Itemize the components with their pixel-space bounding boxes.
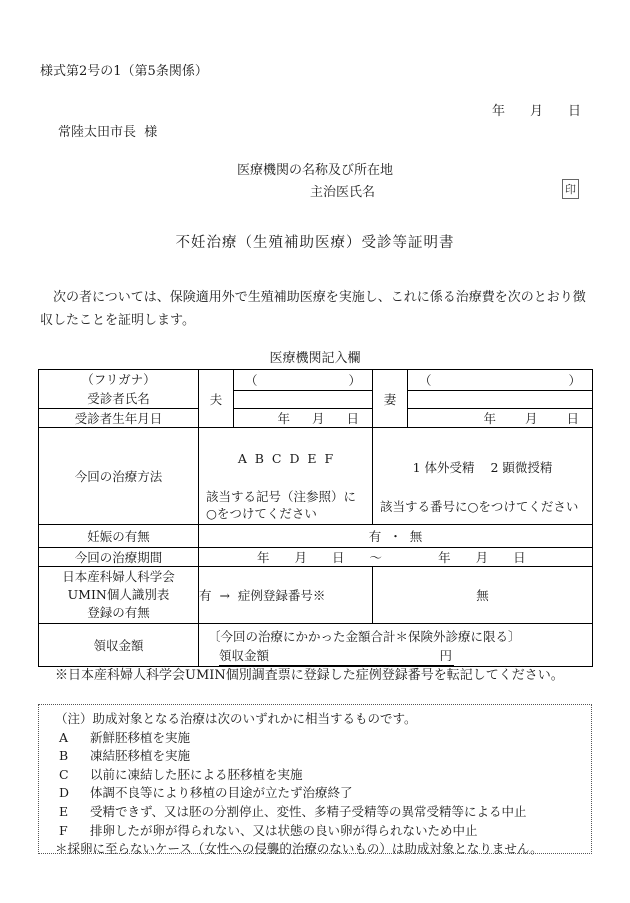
furigana-label: （フリガナ） bbox=[81, 372, 156, 387]
umin-no-option: 無 bbox=[373, 567, 593, 624]
medical-entry-table bbox=[38, 369, 593, 667]
issue-date-month-label: 月 bbox=[530, 104, 544, 119]
table-caption: 医療機関記入欄 bbox=[269, 351, 361, 366]
treatment-period-label-cell: 今回の治療期間 bbox=[39, 548, 199, 567]
legend-item-code: D bbox=[59, 785, 70, 801]
patient-name-label-cell bbox=[39, 370, 199, 409]
pregnancy-label-cell: 妊娠の有無 bbox=[39, 525, 199, 548]
umin-note: ※日本産科婦人科学会UMIN個別調査票に登録した症例登録番号を転記してください。 bbox=[55, 668, 564, 683]
treatment-period-row bbox=[39, 548, 593, 567]
issue-date-day-label: 日 bbox=[568, 104, 582, 119]
receipt-amount-field bbox=[199, 624, 593, 667]
treatment-period-field bbox=[199, 548, 593, 567]
issue-date-line bbox=[492, 100, 581, 119]
wife-name-field bbox=[408, 370, 593, 409]
method-number-note: 該当する番号に○をつけてください bbox=[380, 498, 579, 514]
patient-name-label: 受診者氏名 bbox=[87, 391, 150, 406]
pregnancy-row bbox=[39, 525, 593, 548]
paren-close: ） bbox=[348, 373, 361, 388]
husband-label-cell: 夫 bbox=[199, 370, 234, 428]
legend-box bbox=[38, 704, 592, 857]
method-symbol-cell bbox=[199, 428, 373, 525]
doctor-name-line: 主治医氏名 bbox=[310, 185, 376, 200]
form-number: 様式第2号の1（第5条関係） bbox=[40, 64, 208, 79]
year-label: 年 bbox=[438, 550, 451, 565]
legend-item bbox=[39, 784, 591, 803]
method-symbol-options: A B C D E F bbox=[237, 450, 334, 466]
legend-item-text: 体調不良等により移植の目途が立たず治療終了 bbox=[90, 785, 353, 801]
legend-item-code: E bbox=[59, 803, 69, 819]
year-label: 年 bbox=[483, 411, 496, 426]
intro-paragraph: 次の者については、保険適用外で生殖補助医療を実施し、これに係る治療費を次のとおり徴収したことを証明します。 bbox=[40, 290, 586, 328]
month-label: 月 bbox=[311, 411, 325, 426]
seal-label: 印 bbox=[565, 183, 576, 196]
day-label: 日 bbox=[513, 550, 526, 565]
receipt-amount-line-label: 領収金額 bbox=[219, 648, 270, 663]
legend-heading: （注）助成対象となる治療は次のいずれかに相当するものです。 bbox=[55, 711, 417, 726]
husband-name-blank bbox=[234, 391, 372, 408]
receipt-amount-line bbox=[219, 646, 454, 666]
wife-name-blank bbox=[408, 391, 592, 408]
month-label: 月 bbox=[475, 550, 489, 565]
legend-item bbox=[39, 729, 591, 748]
month-label: 月 bbox=[294, 550, 308, 565]
legend-item-code: A bbox=[59, 729, 69, 745]
receipt-amount-unit: 円 bbox=[439, 648, 452, 663]
umin-yes-option: 有 → 症例登録番号※ bbox=[199, 567, 373, 624]
seal-box bbox=[562, 179, 579, 199]
receipt-amount-bracket: 〔今回の治療にかかった金額合計＊保険外診療に限る〕 bbox=[208, 629, 521, 644]
birthdate-row bbox=[39, 409, 593, 428]
legend-item bbox=[39, 822, 591, 841]
patient-name-row bbox=[39, 370, 593, 409]
legend-item bbox=[39, 747, 591, 766]
legend-item-code: F bbox=[59, 822, 68, 838]
day-label: 日 bbox=[332, 550, 345, 565]
birthdate-label-cell: 受診者生年月日 bbox=[39, 409, 199, 428]
legend-item-text: 排卵したが卵が得られない、又は状態の良い卵が得られないため中止 bbox=[90, 822, 478, 838]
legend-footnote: ＊採卵に至らないケース（女性への侵襲的治療のないもの）は助成対象となりません。 bbox=[55, 841, 543, 857]
day-label: 日 bbox=[346, 411, 359, 426]
legend-item-text: 凍結胚移植を実施 bbox=[90, 748, 191, 764]
institution-name-line: 医療機関の名称及び所在地 bbox=[237, 163, 394, 178]
legend-item-code: B bbox=[59, 748, 69, 764]
umin-label-cell bbox=[39, 567, 199, 624]
wife-furigana-field bbox=[408, 370, 592, 391]
addressee: 常陸太田市長 様 bbox=[58, 125, 158, 140]
husband-furigana-field bbox=[234, 370, 372, 391]
wife-birthdate-field bbox=[408, 409, 593, 428]
umin-registration-row bbox=[39, 567, 593, 624]
method-number-options: 1 体外受精 2 顕微授精 bbox=[412, 459, 553, 475]
umin-label-line3: 登録の有無 bbox=[87, 605, 150, 620]
legend-item-text: 受精できず、又は胚の分割停止、変性、多精子受精等の異常受精等による中止 bbox=[90, 803, 527, 819]
method-symbol-note: 該当する記号（注参照）に○をつけてください bbox=[206, 488, 357, 521]
paren-open: （ bbox=[419, 373, 432, 388]
legend-item bbox=[39, 766, 591, 785]
umin-label-line1: 日本産科婦人科学会 bbox=[62, 569, 175, 584]
year-label: 年 bbox=[257, 550, 270, 565]
legend-item-text: 新鮮胚移植を実施 bbox=[90, 729, 191, 745]
month-label: 月 bbox=[524, 411, 538, 426]
husband-name-field bbox=[234, 370, 373, 409]
pregnancy-value-cell: 有 ・ 無 bbox=[199, 525, 593, 548]
day-label: 日 bbox=[566, 411, 579, 426]
treatment-method-row bbox=[39, 428, 593, 525]
year-label: 年 bbox=[277, 411, 290, 426]
umin-label-line2: UMIN個人識別表 bbox=[67, 587, 170, 602]
legend-item-text: 以前に凍結した胚による胚移植を実施 bbox=[90, 766, 303, 782]
husband-birthdate-field bbox=[234, 409, 373, 428]
receipt-amount-row bbox=[39, 624, 593, 667]
paren-close: ） bbox=[568, 373, 581, 388]
legend-item-code: C bbox=[59, 766, 69, 782]
method-number-cell bbox=[373, 428, 593, 525]
paren-open: （ bbox=[245, 373, 258, 388]
issue-date-year-label: 年 bbox=[492, 104, 506, 119]
wife-label-cell: 妻 bbox=[373, 370, 408, 428]
document-title: 不妊治療（生殖補助医療）受診等証明書 bbox=[175, 235, 455, 251]
legend-item bbox=[39, 803, 591, 822]
treatment-method-label-cell: 今回の治療方法 bbox=[39, 428, 199, 525]
receipt-amount-label-cell: 領収金額 bbox=[39, 624, 199, 667]
tilde: ～ bbox=[369, 550, 383, 565]
